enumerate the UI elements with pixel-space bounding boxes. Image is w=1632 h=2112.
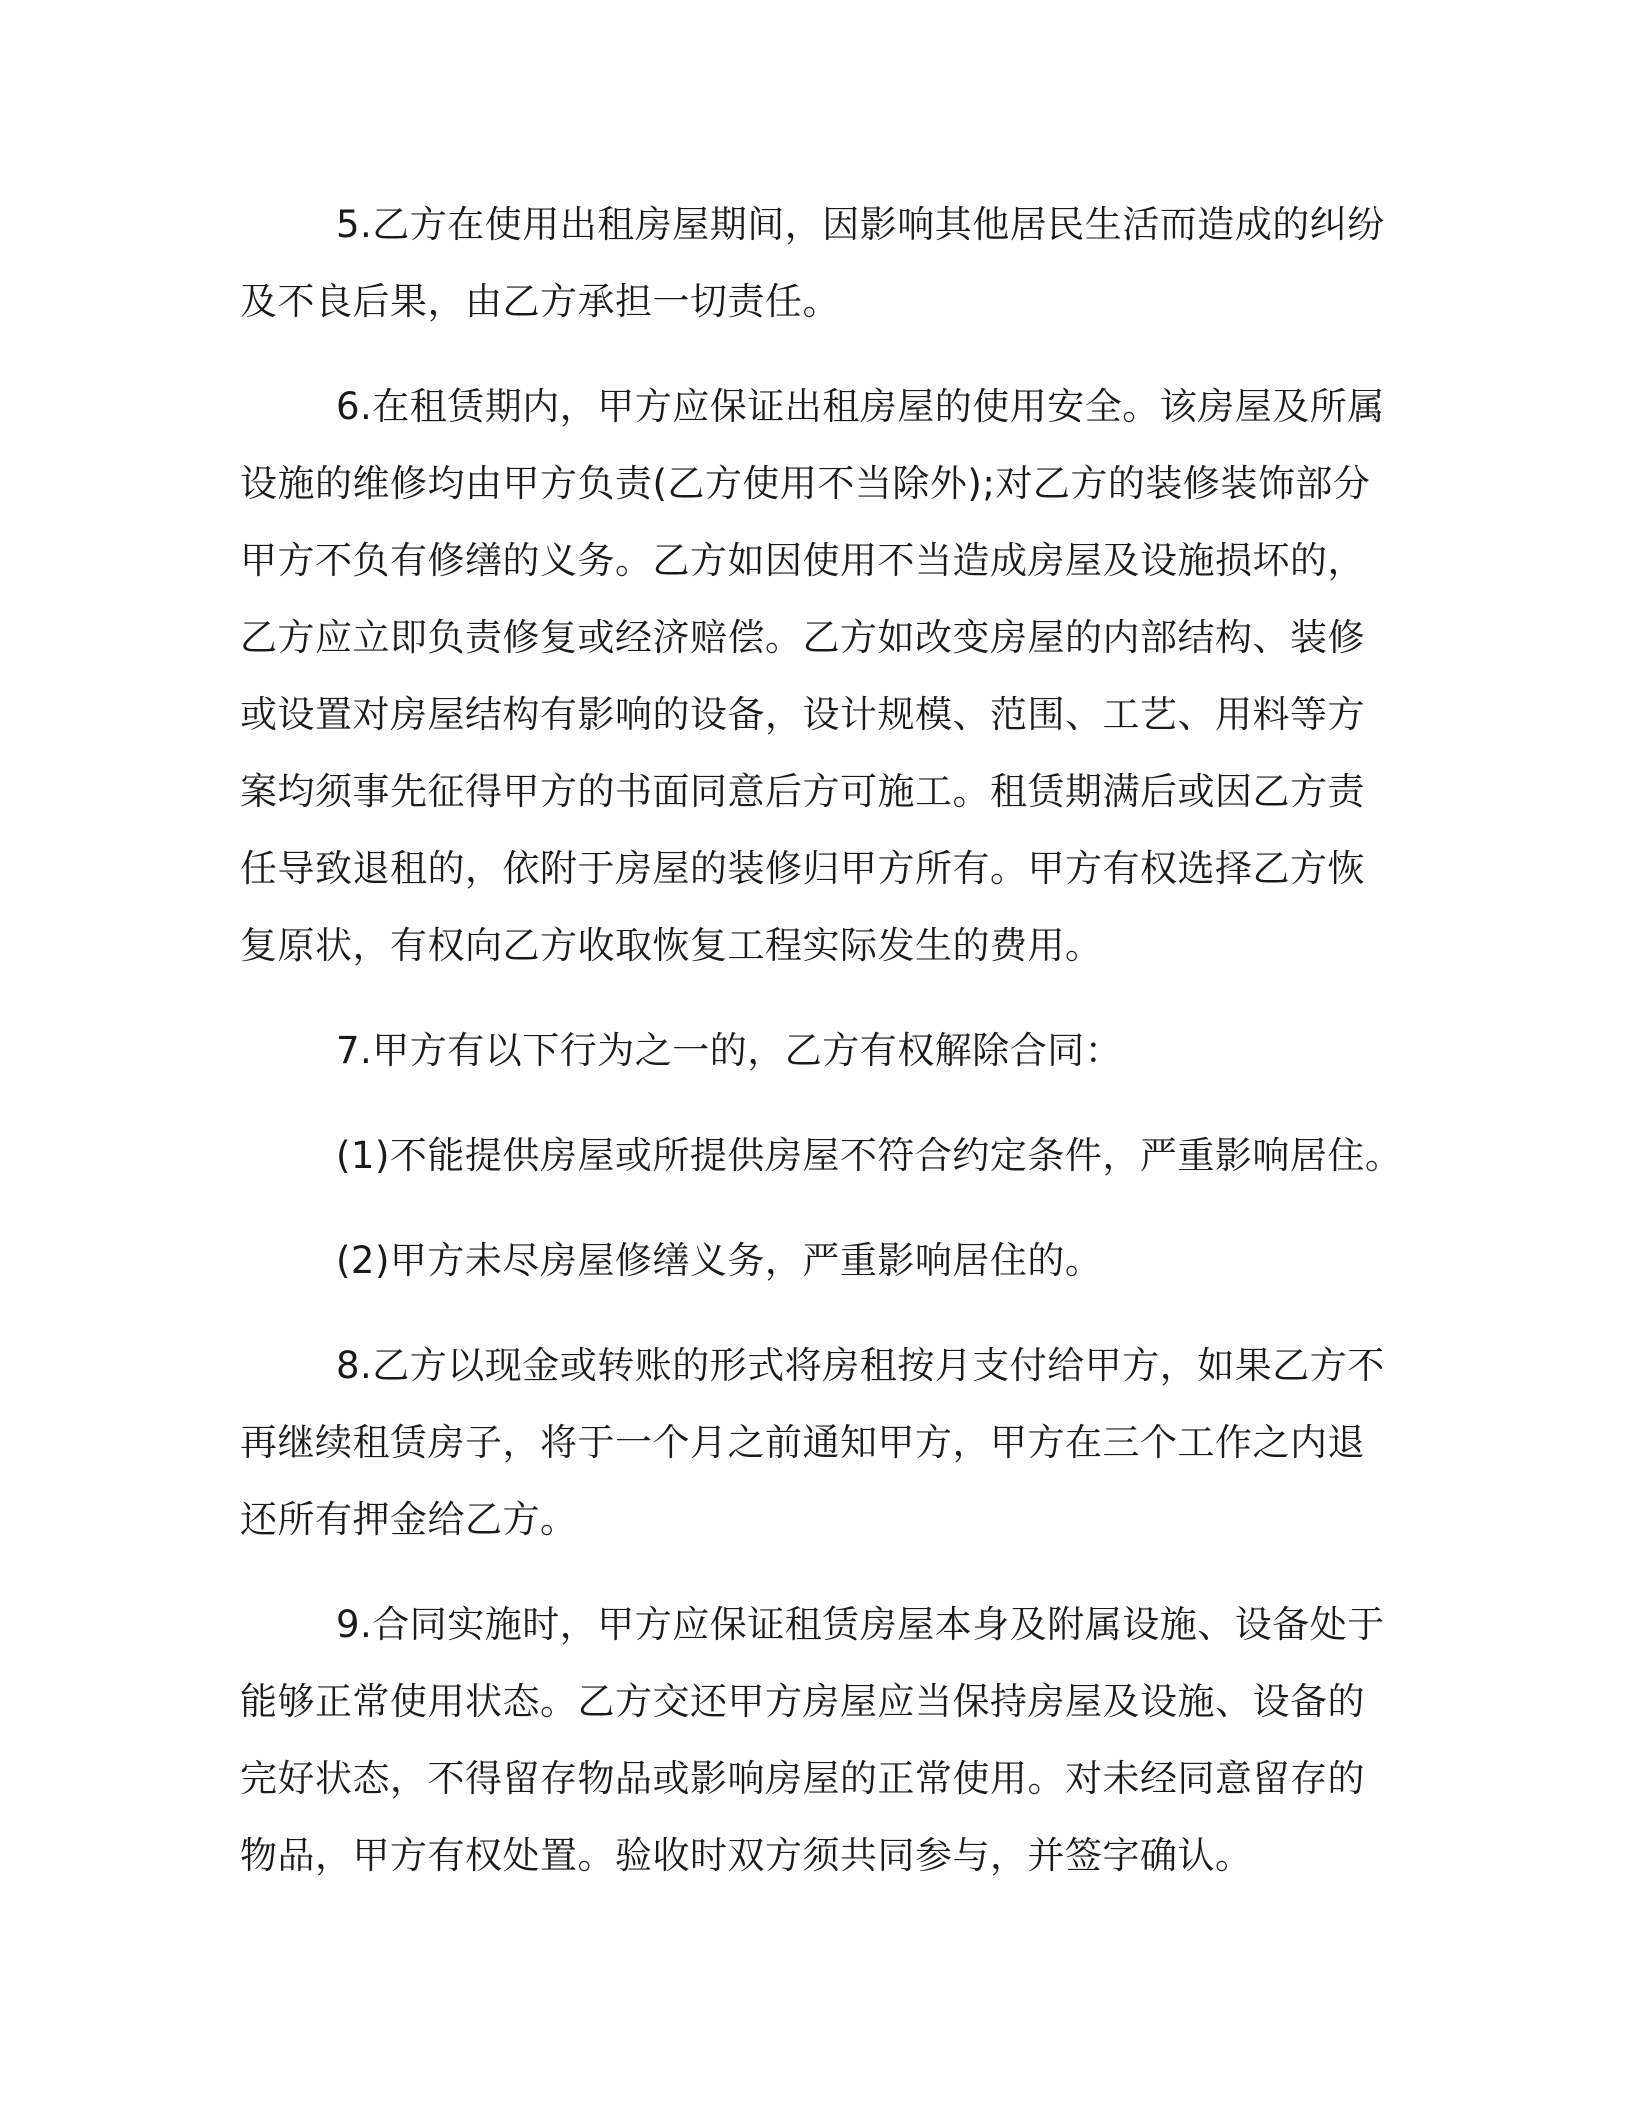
clause-9-paragraph: [240, 1586, 1385, 1894]
text-line: 或设置对房屋结构有影响的设备，设计规模、范围、工艺、用料等方: [240, 693, 1365, 736]
text-line: 9.合同实施时，甲方应保证租赁房屋本身及附属设施、设备处于: [336, 1603, 1385, 1646]
text-line: 5.乙方在使用出租房屋期间，因影响其他居民生活而造成的纠纷: [336, 203, 1385, 246]
text-line: 物品，甲方有权处置。验收时双方须共同参与，并签字确认。: [240, 1834, 1253, 1877]
text-line: 完好状态，不得留存物品或影响房屋的正常使用。对未经同意留存的: [240, 1757, 1365, 1800]
text-line: 6.在租赁期内，甲方应保证出租房屋的使用安全。该房屋及所属: [336, 385, 1385, 428]
text-line: 复原状，有权向乙方收取恢复工程实际发生的费用。: [240, 924, 1103, 967]
text-line: 设施的维修均由甲方负责(乙方使用不当除外);对乙方的装修装饰部分: [240, 462, 1371, 505]
clause-7-2-paragraph: [240, 1222, 1370, 1299]
text-line: 甲方不负有修缮的义务。乙方如因使用不当造成房屋及设施损坏的，: [240, 539, 1365, 582]
clause-5-paragraph: [240, 186, 1385, 340]
text-line: 能够正常使用状态。乙方交还甲方房屋应当保持房屋及设施、设备的: [240, 1680, 1365, 1723]
text-line: (2)甲方未尽房屋修缮义务，严重影响居住的。: [336, 1239, 1103, 1282]
document-page: [240, 186, 1403, 1922]
clause-8-paragraph: [240, 1327, 1385, 1558]
text-line: 还所有押金给乙方。: [240, 1498, 578, 1541]
clause-7-paragraph: [240, 1012, 1370, 1089]
text-line: 案均须事先征得甲方的书面同意后方可施工。租赁期满后或因乙方责: [240, 770, 1365, 813]
clause-7-1-paragraph: [240, 1117, 1403, 1194]
text-line: 任导致退租的，依附于房屋的装修归甲方所有。甲方有权选择乙方恢: [240, 847, 1365, 890]
text-line: 及不良后果，由乙方承担一切责任。: [240, 280, 840, 323]
text-line: 7.甲方有以下行为之一的，乙方有权解除合同：: [336, 1029, 1123, 1072]
text-line: 乙方应立即负责修复或经济赔偿。乙方如改变房屋的内部结构、装修: [240, 616, 1365, 659]
clause-6-paragraph: [240, 368, 1385, 984]
text-line: (1)不能提供房屋或所提供房屋不符合约定条件，严重影响居住。: [336, 1134, 1403, 1177]
text-line: 8.乙方以现金或转账的形式将房租按月支付给甲方，如果乙方不: [336, 1344, 1385, 1387]
text-line: 再继续租赁房子，将于一个月之前通知甲方，甲方在三个工作之内退: [240, 1421, 1365, 1464]
